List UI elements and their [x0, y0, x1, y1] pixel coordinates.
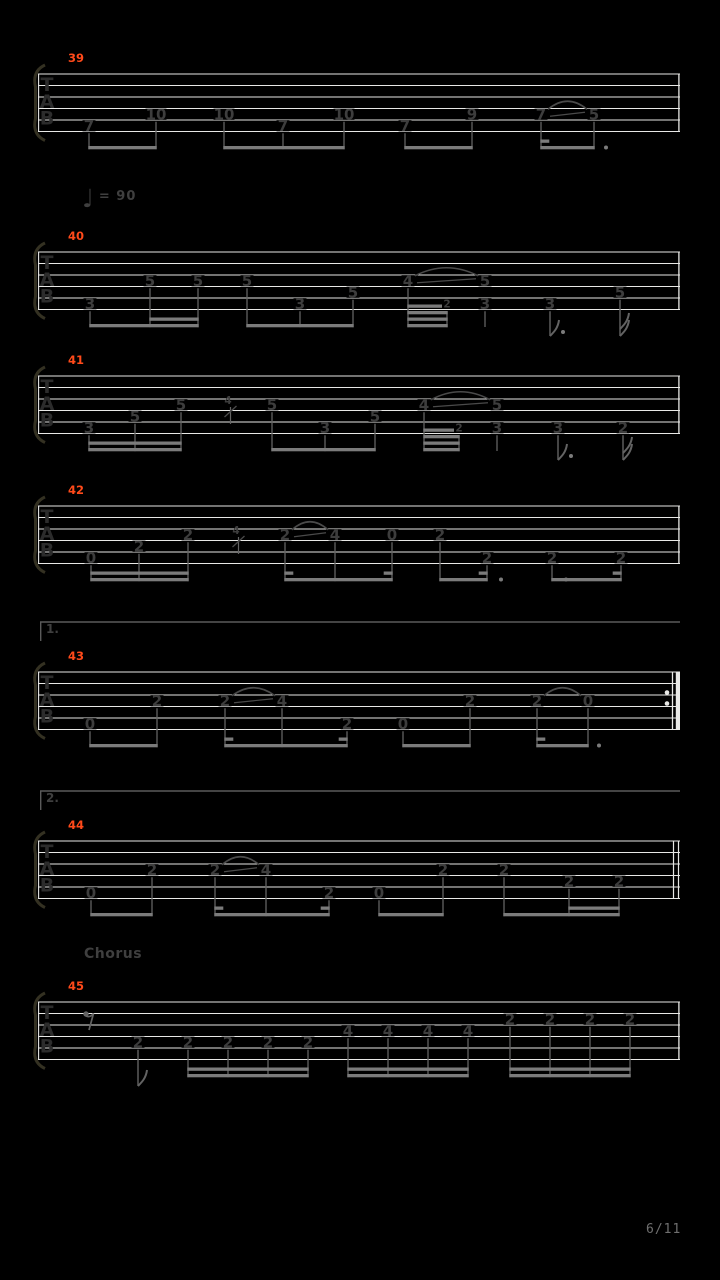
- beam-stub: [214, 907, 223, 910]
- tab-clef-letter: T: [40, 841, 54, 863]
- beam-stub: [224, 738, 233, 741]
- fret-number: 2: [182, 526, 194, 545]
- fret-number: 5: [241, 272, 253, 291]
- beam: [187, 1068, 308, 1071]
- augmentation-dot: [564, 578, 568, 582]
- beam: [88, 146, 156, 149]
- volta-bracket: [40, 791, 680, 810]
- tab-clef-letter: A: [39, 857, 55, 880]
- fret-number: 2: [151, 692, 163, 711]
- beam: [347, 1068, 468, 1071]
- fret-number: 0: [397, 715, 409, 734]
- grace-fret-number: 2: [455, 422, 463, 435]
- grace-fret-number: 2: [443, 298, 451, 311]
- beam: [90, 913, 152, 916]
- measure-number: 43: [68, 649, 85, 663]
- beam: [404, 146, 472, 149]
- tab-clef-letter: B: [39, 539, 55, 562]
- tab-clef-letter: A: [39, 1018, 55, 1041]
- beam: [246, 324, 353, 327]
- fret-number: 0: [373, 884, 385, 903]
- beam: [90, 578, 188, 581]
- slide-line: [224, 868, 257, 872]
- fret-number: 0: [582, 692, 594, 711]
- repeat-dot: [665, 690, 670, 695]
- fret-number: 10: [333, 105, 355, 124]
- slide-line: [417, 279, 476, 283]
- beam: [223, 146, 344, 149]
- note-flag: [138, 1070, 147, 1086]
- fret-number: 2: [563, 872, 575, 891]
- fret-number: 2: [546, 549, 558, 568]
- fret-number: 7: [83, 117, 95, 136]
- fret-number: 5: [144, 272, 156, 291]
- tab-staff-44: [35, 818, 680, 916]
- section-label: Chorus: [84, 946, 143, 962]
- measure-number: 45: [68, 979, 85, 993]
- beam: [540, 146, 594, 149]
- beam-stub: [536, 738, 545, 741]
- tab-staff-41: [35, 353, 680, 460]
- fret-number: 2: [613, 872, 625, 891]
- fret-number: 2: [464, 692, 476, 711]
- fret-number: 2: [434, 526, 446, 545]
- tab-clef-letter: T: [40, 1002, 54, 1024]
- tab-clef-letter: A: [39, 392, 55, 415]
- tab-clef-letter: A: [39, 688, 55, 711]
- fret-number: 4: [329, 526, 341, 545]
- beam: [407, 305, 447, 308]
- beam-stub: [339, 738, 348, 741]
- fret-number: 2: [209, 861, 221, 880]
- grace-fret-number: 4: [224, 395, 232, 407]
- fret-number: 3: [491, 419, 503, 438]
- fret-number: 2: [341, 715, 353, 734]
- beam-stub: [284, 572, 293, 575]
- fret-number: 4: [382, 1022, 394, 1041]
- measure-number: 42: [68, 483, 85, 497]
- beam-stub: [540, 140, 549, 143]
- fret-number: 4: [276, 692, 288, 711]
- beam: [271, 448, 375, 451]
- tab-clef-letter: B: [39, 285, 55, 308]
- fret-number: 4: [422, 1022, 434, 1041]
- tempo-marking: [82, 184, 136, 218]
- fret-number: 2: [262, 1033, 274, 1052]
- fret-number: 5: [491, 396, 503, 415]
- beam: [503, 913, 619, 916]
- page-indicator: 6/11: [646, 1222, 682, 1237]
- fret-number: 2: [504, 1010, 516, 1029]
- tab-clef-letter: B: [39, 107, 55, 130]
- fret-number: 7: [535, 105, 547, 124]
- beam: [224, 744, 347, 747]
- beam: [347, 1074, 468, 1077]
- fret-number: 2: [182, 1033, 194, 1052]
- measure-number: 44: [68, 818, 85, 832]
- volta-label: 2.: [46, 791, 59, 805]
- fret-number: 9: [466, 105, 478, 124]
- tab-clef-letter: T: [40, 252, 54, 274]
- volta-label: 1.: [46, 622, 59, 636]
- measure-number: 41: [68, 353, 85, 367]
- tab-staff-42: [35, 483, 680, 582]
- fret-number: 5: [369, 407, 381, 426]
- fret-number: 5: [614, 283, 626, 302]
- tab-clef-letter: T: [40, 672, 54, 694]
- fret-number: 3: [294, 295, 306, 314]
- tab-clef-letter: T: [40, 506, 54, 528]
- tab-staff-39: [35, 51, 680, 150]
- beam: [407, 324, 447, 327]
- tab-clef-letter: B: [39, 874, 55, 897]
- tab-clef-letter: A: [39, 268, 55, 291]
- augmentation-dot: [569, 454, 573, 458]
- fret-number: 2: [481, 549, 493, 568]
- fret-number: 3: [83, 419, 95, 438]
- grace-fret-number: 4: [232, 525, 240, 537]
- fret-number: 5: [588, 105, 600, 124]
- fret-number: 0: [386, 526, 398, 545]
- fret-number: 2: [133, 537, 145, 556]
- beam: [423, 442, 459, 445]
- fret-number: 4: [260, 861, 272, 880]
- beam: [214, 913, 329, 916]
- fret-number: 5: [175, 396, 187, 415]
- beam: [284, 578, 392, 581]
- beam: [509, 1074, 630, 1077]
- slide-line: [294, 533, 326, 537]
- augmentation-dot: [597, 744, 601, 748]
- fret-number: 7: [399, 117, 411, 136]
- beam: [89, 744, 157, 747]
- fret-number: 2: [437, 861, 449, 880]
- fret-number: 2: [279, 526, 291, 545]
- beam: [402, 744, 470, 747]
- fret-number: 4: [462, 1022, 474, 1041]
- beam: [423, 448, 459, 451]
- beam: [509, 1068, 630, 1071]
- beam: [423, 435, 459, 438]
- fret-number: 2: [544, 1010, 556, 1029]
- slide-line: [234, 699, 273, 703]
- fret-number: 2: [624, 1010, 636, 1029]
- fret-number: 4: [402, 272, 414, 291]
- fret-number: 2: [615, 549, 627, 568]
- tab-staff-43: [35, 649, 680, 748]
- fret-number: 3: [552, 419, 564, 438]
- fret-number: 5: [192, 272, 204, 291]
- fret-number: 5: [347, 283, 359, 302]
- beam: [407, 311, 447, 314]
- beam: [551, 578, 621, 581]
- slide-line: [550, 112, 585, 116]
- slide-line: [433, 403, 488, 407]
- volta-bracket: [40, 622, 680, 641]
- tab-clef-letter: A: [39, 522, 55, 545]
- beam: [407, 318, 447, 321]
- quarter-note-icon: ♩: [82, 184, 94, 213]
- measure-number: 39: [68, 51, 85, 65]
- fret-number: 4: [418, 396, 430, 415]
- fret-number: 3: [84, 295, 96, 314]
- tab-clef-letter: T: [40, 74, 54, 96]
- tab-staff-45: [35, 979, 680, 1086]
- fret-number: 2: [617, 419, 629, 438]
- fret-number: 2: [498, 861, 510, 880]
- fret-number: 2: [302, 1033, 314, 1052]
- fret-number: 2: [584, 1010, 596, 1029]
- fret-number: 3: [544, 295, 556, 314]
- fret-number: 2: [531, 692, 543, 711]
- tab-clef-letter: B: [39, 1035, 55, 1058]
- fret-number: 5: [479, 272, 491, 291]
- fret-number: 2: [323, 884, 335, 903]
- tempo-bpm: = 90: [98, 189, 137, 204]
- fret-number: 2: [132, 1033, 144, 1052]
- fret-number: 0: [84, 715, 96, 734]
- tab-staff-40: [35, 229, 680, 336]
- augmentation-dot: [561, 330, 565, 334]
- fret-number: 0: [85, 884, 97, 903]
- beam-stub: [479, 572, 488, 575]
- fret-number: 2: [146, 861, 158, 880]
- beam: [536, 744, 588, 747]
- beam-stub: [613, 572, 622, 575]
- augmentation-dot: [499, 578, 503, 582]
- tab-clef-letter: B: [39, 705, 55, 728]
- beam-stub: [321, 907, 330, 910]
- fret-number: 3: [319, 419, 331, 438]
- fret-number: 2: [222, 1033, 234, 1052]
- eighth-rest-icon: [86, 1014, 94, 1031]
- beam-stub: [384, 572, 393, 575]
- fret-number: 4: [342, 1022, 354, 1041]
- fret-number: 3: [479, 295, 491, 314]
- tab-clef-letter: B: [39, 409, 55, 432]
- fret-number: 2: [219, 692, 231, 711]
- tab-clef-letter: A: [39, 90, 55, 113]
- beam: [88, 448, 181, 451]
- measure-number: 40: [68, 229, 85, 243]
- note-flag: [550, 320, 559, 336]
- beam: [89, 324, 198, 327]
- fret-number: 10: [213, 105, 235, 124]
- beam: [378, 913, 443, 916]
- fret-number: 10: [145, 105, 167, 124]
- fret-number: 0: [85, 549, 97, 568]
- tab-clef-letter: T: [40, 376, 54, 398]
- beam: [439, 578, 487, 581]
- fret-number: 7: [277, 117, 289, 136]
- fret-number: 5: [129, 407, 141, 426]
- note-flag: [558, 444, 567, 460]
- beam: [187, 1074, 308, 1077]
- augmentation-dot: [604, 146, 608, 150]
- fret-number: 5: [266, 396, 278, 415]
- repeat-dot: [665, 701, 670, 706]
